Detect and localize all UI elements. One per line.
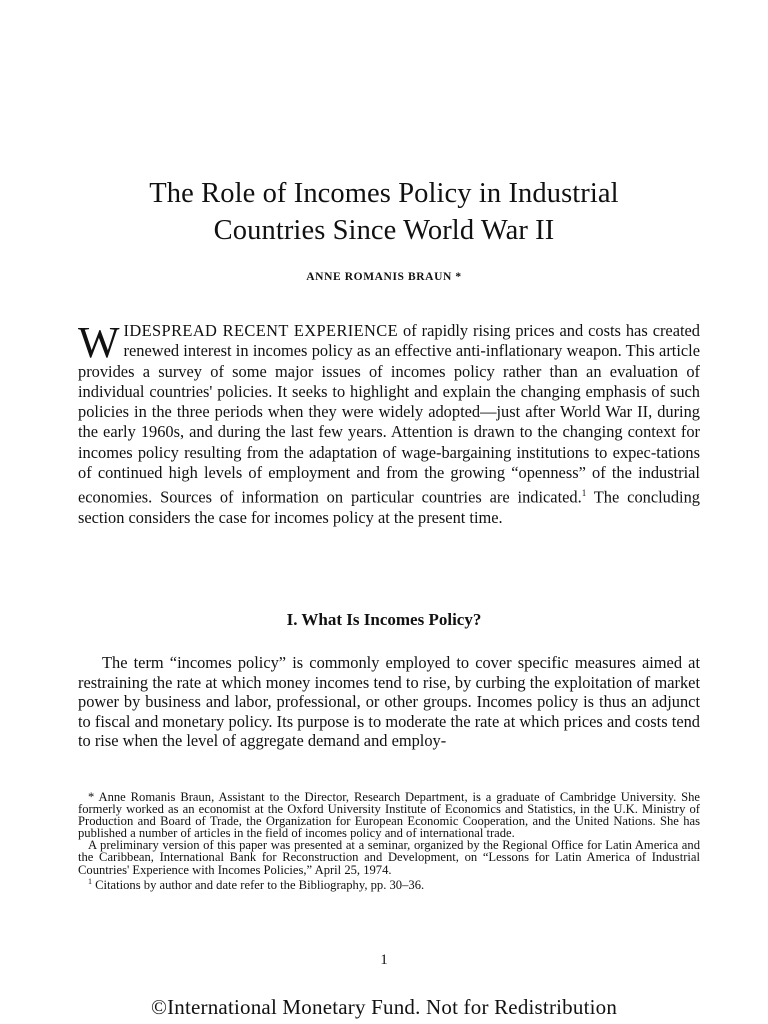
footnote-1-marker: 1 [88, 876, 92, 886]
footnotes [78, 791, 700, 891]
footnote-ref-1: 1 [581, 488, 587, 499]
author-byline: ANNE ROMANIS BRAUN * [306, 271, 462, 283]
article-title [40, 175, 728, 249]
intro-text-after: The concluding section considers the case for incomes policy at the present time. [78, 487, 701, 528]
copyright-notice: ©International Monetary Fund. Not for Redistribution [150, 995, 618, 1019]
section-heading: I. What Is Incomes Policy? [286, 610, 482, 629]
footnote-author: * Anne Romanis Braun, Assistant to the Director, Research Department, is a graduate of Cambridge University. She formerly worked as an economist at the Oxford University Institute of Economics and Statistics, in the U.K. Ministry of Production and Board of Trade, the Organization for European Economic Cooperation, and the United Nations. She has published a number of articles in the field of incomes policy and of international trade. [78, 790, 700, 841]
title-line-1: The Role of Incomes Policy in Industrial [149, 178, 619, 209]
intro-lead-smallcaps: IDESPREAD RECENT EXPERIENCE [123, 321, 399, 340]
footnote-1 [78, 876, 700, 891]
footnote-preliminary: A preliminary version of this paper was presented at a seminar, organized by the Regional Office for Latin America and the Caribbean, International Bank for Reconstruction and Development, on “Lessons for Latin America of Industrial Countries' Experience with Incomes Policies,” April 25, 1974. [78, 838, 700, 877]
intro-text: of rapidly rising prices and costs has created renewed interest in incomes policy as an effective anti-inflationary weapon. This article provides a survey of some major issues of incomes policy rather than an evaluation of individual countries' policies. It seeks to highlight and explain the changing emphasis of such policies in the three periods when they were widely adopted—just after World War II, during the early 1960s, and during the last few years. Attention is drawn to the changing context for incomes policy resulting from the adaptation of wage-bargaining institutions to expec-tations of continued high levels of employment and from the growing “openness” of the industrial economies. Sources of information on particular countries are indicated. [78, 321, 700, 507]
drop-cap: W [78, 318, 120, 367]
page-number: 1 [380, 952, 388, 968]
footnote-1-text: Citations by author and date refer to the Bibliography, pp. 30–36. [92, 877, 425, 892]
title-line-2: Countries Since World War II [213, 215, 555, 246]
body-paragraph: The term “incomes policy” is commonly employed to cover specific measures aimed at restraining the rate at which money incomes tend to rise, by curbing the exploitation of market power by business and labor, professional, or other groups. Incomes policy is thus an adjunct to fiscal and monetary policy. Its purpose is to moderate the rate at which prices and costs tend to rise when the level of aggregate demand and employ- [78, 653, 700, 751]
intro-paragraph [78, 318, 701, 528]
